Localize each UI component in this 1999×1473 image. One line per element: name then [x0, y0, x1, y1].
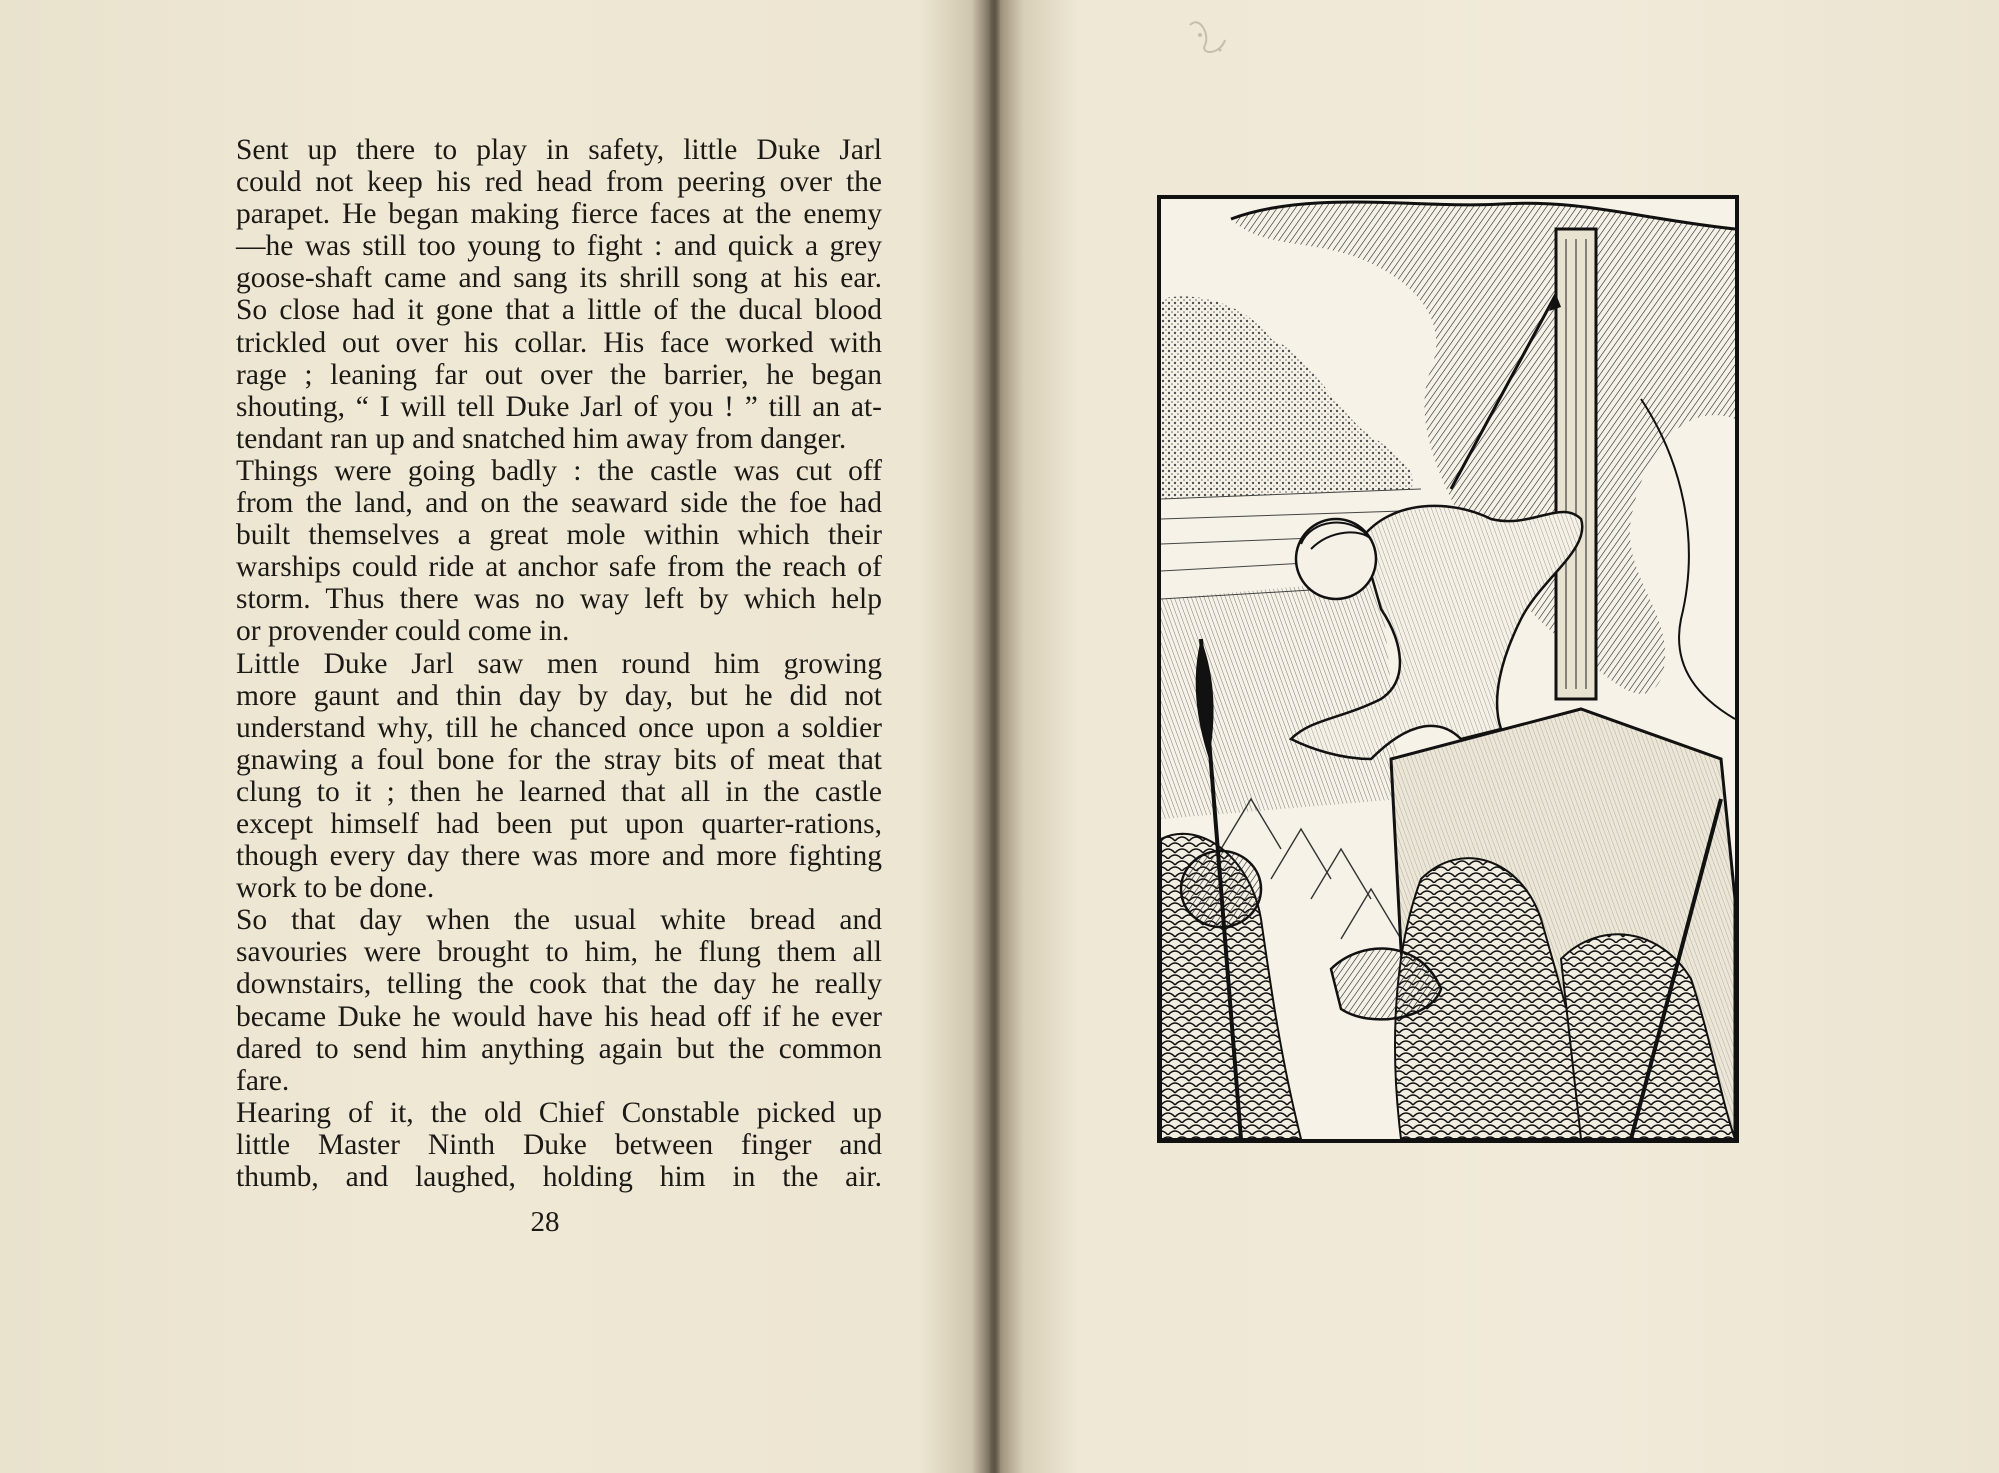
text-line: could not keep his red head from peering over the — [236, 166, 882, 199]
text-line: became Duke he would have his head off if he ever — [236, 1000, 882, 1033]
paragraph — [206, 134, 882, 455]
text-line: Sent up there to play in safety, little Duke Jarl — [236, 134, 882, 166]
page-number: 28 — [530, 1206, 560, 1238]
paragraph — [206, 904, 882, 1097]
text-line: clung to it ; then he learned that all in the castle — [236, 775, 882, 808]
text-line: though every day there was more and more fighting — [236, 840, 882, 873]
text-line: trickled out over his collar. His face worked with — [236, 326, 882, 359]
text-line: thumb, and laughed, holding him in the air. — [236, 1161, 882, 1193]
illustration-frame — [1157, 195, 1739, 1143]
paragraph — [206, 1097, 882, 1193]
text-line: understand why, till he chanced once upon a soldier — [236, 711, 882, 744]
body-text — [206, 134, 882, 1193]
paragraph — [206, 455, 882, 648]
text-line: from the land, and on the seaward side the foe had — [236, 487, 882, 520]
text-line: So that day when the usual white bread and — [236, 904, 882, 937]
text-line: shouting, “ I will tell Duke Jarl of you ! ” till an at- — [236, 390, 882, 423]
text-line: savouries were brought to him, he flung them all — [236, 936, 882, 969]
text-line: rage ; leaning far out over the barrier, he began — [236, 358, 882, 391]
text-line: except himself had been put upon quarter-rations, — [236, 807, 882, 840]
text-line: Things were going badly : the castle was cut off — [236, 454, 882, 487]
text-line: Hearing of it, the old Chief Constable picked up — [236, 1096, 882, 1129]
text-line: downstairs, telling the cook that the day he really — [236, 968, 882, 1001]
text-line: —he was still too young to fight : and quick a grey — [236, 230, 882, 263]
text-line: dared to send him anything again but the common — [236, 1032, 882, 1065]
text-line: So close had it gone that a little of the ducal blood — [236, 294, 882, 327]
text-line: more gaunt and thin day by day, but he did not — [236, 679, 882, 712]
text-line: built themselves a great mole within which their — [236, 519, 882, 552]
text-line: fare. — [236, 1064, 290, 1097]
paper-smudge — [1180, 5, 1240, 65]
engraved-illustration-boy-on-rampart-icon — [1161, 199, 1735, 1139]
text-line: gnawing a foul bone for the stray bits of meat that — [236, 743, 882, 776]
text-line: goose-shaft came and sang its shrill song at his ear. — [236, 262, 882, 295]
text-line: warships could ride at anchor safe from the reach of — [236, 551, 882, 584]
left-page — [0, 0, 992, 1473]
text-line: parapet. He began making fierce faces at the enemy — [236, 198, 882, 231]
text-line: work to be done. — [236, 872, 435, 905]
text-line: tendant ran up and snatched him away from danger. — [236, 422, 847, 455]
text-line: or provender could come in. — [236, 615, 570, 648]
text-line: storm. Thus there was no way left by which help — [236, 583, 882, 616]
paragraph — [206, 648, 882, 905]
text-line: Little Duke Jarl saw men round him growing — [236, 647, 882, 680]
text-line: little Master Ninth Duke between finger and — [236, 1128, 882, 1161]
